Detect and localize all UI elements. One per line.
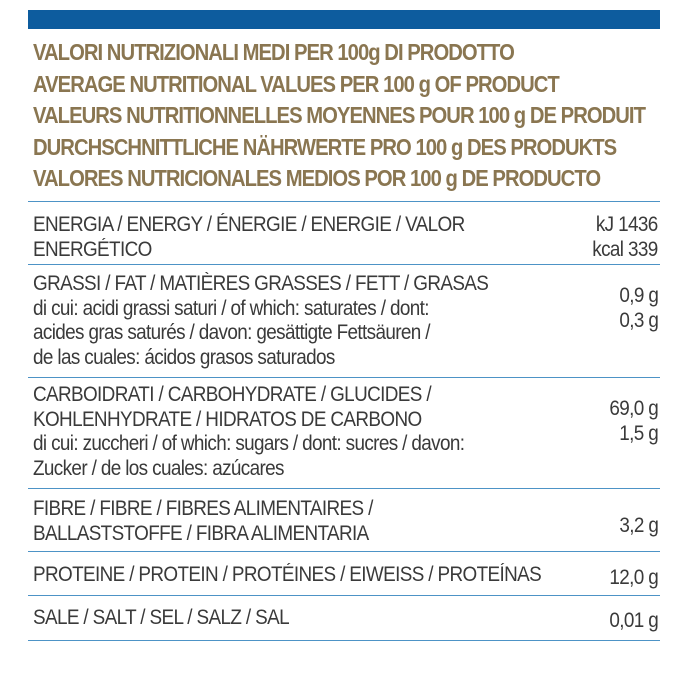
header-line-en: AVERAGE NUTRITIONAL VALUES PER 100 g OF PRODUCT	[33, 70, 559, 97]
header-line-it: VALORI NUTRIZIONALI MEDI PER 100g DI PRODOTTO	[33, 39, 514, 65]
value-protein: 12,0 g	[609, 566, 658, 589]
label-line: GRASSI / FAT / MATIÈRES GRASSES / FETT / GRASAS	[33, 272, 489, 295]
row-carbohydrate	[28, 378, 660, 489]
row-values	[615, 272, 658, 333]
label-line: PROTEINE / PROTEIN / PROTÉINES / EIWEISS / PROTEÍNAS	[33, 563, 542, 586]
label-line: di cui: acidi grassi saturi / of which: saturates / dont:	[33, 296, 429, 320]
label-line: FIBRE / FIBRE / FIBRES ALIMENTAIRES /	[33, 497, 373, 520]
value-sugars: 1,5 g	[619, 421, 658, 445]
row-salt	[28, 596, 660, 641]
value-kcal: kcal 339	[592, 237, 658, 261]
value-fibre: 3,2 g	[619, 514, 658, 537]
label-line: de las cuales: ácidos grasos saturados	[33, 345, 335, 369]
value-kj: kJ 1436	[596, 213, 658, 236]
label-line: CARBOIDRATI / CARBOHYDRATE / GLUCIDES /	[33, 383, 431, 406]
nutrition-table	[28, 10, 660, 641]
row-values	[585, 213, 658, 262]
value-saturates: 0,3 g	[619, 308, 658, 332]
row-values	[604, 563, 658, 591]
value-fat: 0,9 g	[619, 284, 658, 307]
label-line: BALLASTSTOFFE / FIBRA ALIMENTARIA	[33, 521, 369, 545]
value-salt: 0,01 g	[609, 609, 658, 632]
row-label	[33, 606, 604, 631]
header-line-es: VALORES NUTRICIONALES MEDIOS POR 100 g DE PRODUCTO	[33, 165, 601, 191]
label-line: SALE / SALT / SEL / SALZ / SAL	[33, 606, 289, 629]
header-line-de: DURCHSCHNITTLICHE NÄHRWERTE PRO 100 g DES PRODUKTS	[33, 133, 617, 160]
row-label	[33, 563, 604, 588]
row-label	[33, 383, 604, 481]
row-values	[604, 383, 658, 446]
header-line-fr: VALEURS NUTRITIONNELLES MOYENNES POUR 100 g DE PRODUIT	[33, 102, 645, 128]
label-line: ENERGÉTICO	[33, 237, 152, 261]
label-line: ENERGIA / ENERGY / ÉNERGIE / ENERGIE / VALOR	[33, 213, 465, 236]
label-line: Zucker / de los cuales: azúcares	[33, 456, 284, 480]
row-label	[33, 272, 615, 370]
row-protein	[28, 552, 660, 596]
row-label	[33, 213, 585, 262]
nutrient-rows	[28, 201, 660, 641]
label-line: acides gras saturés / davon: gesättigte Fettsäuren /	[33, 321, 430, 344]
table-header	[28, 29, 660, 201]
row-fat	[28, 265, 660, 378]
value-carbohydrate: 69,0 g	[609, 397, 658, 420]
row-values	[615, 497, 658, 539]
row-label	[33, 497, 615, 546]
label-line: di cui: zuccheri / of which: sugars / dont: sucres / davon:	[33, 432, 465, 455]
row-energy	[28, 202, 660, 265]
row-fibre	[28, 489, 660, 552]
row-values	[604, 606, 658, 634]
top-color-bar	[28, 10, 660, 29]
label-line: KOHLENHYDRATE / HIDRATOS DE CARBONO	[33, 407, 422, 431]
